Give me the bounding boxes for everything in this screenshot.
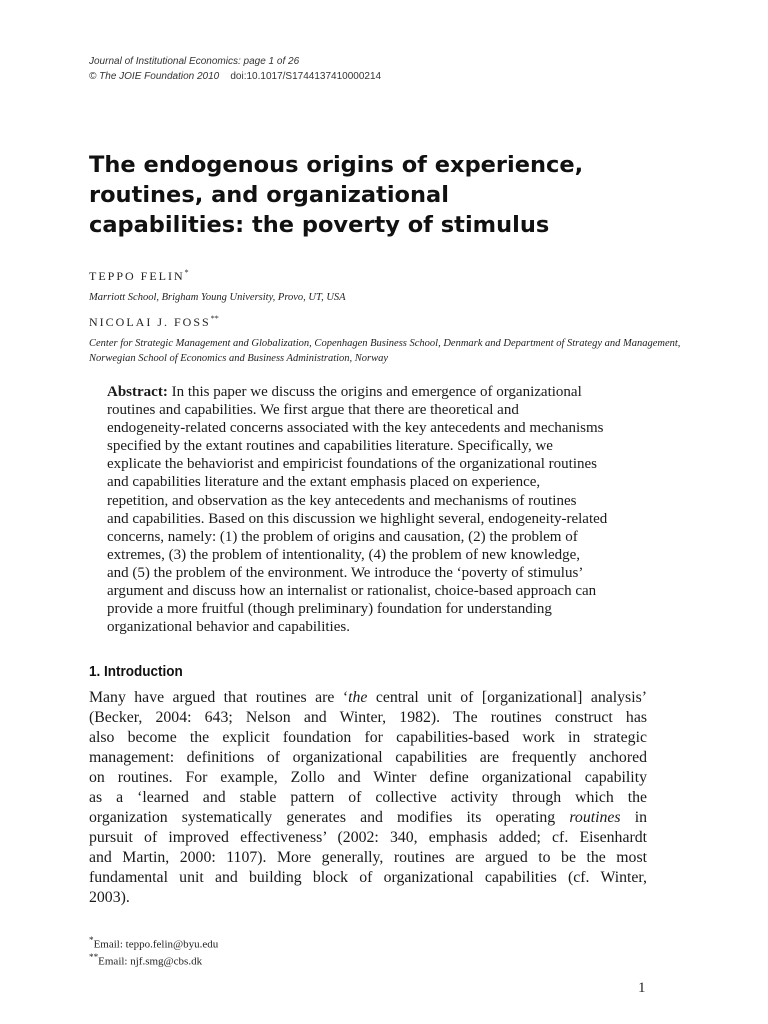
body-paragraph <box>89 688 647 908</box>
paper-title <box>89 150 649 240</box>
copyright-text: © The JOIE Foundation 2010 <box>89 71 220 82</box>
body-line: fundamental unit and building block of organizational capabilities (cf. Winter, <box>89 869 647 886</box>
abstract-line: and (5) the problem of the environment. We introduce the ‘poverty of stimulus’ <box>107 564 584 581</box>
body-line: pursuit of improved effectiveness’ (2002: 340, emphasis added; cf. Eisenhardt <box>89 829 647 846</box>
footnote <box>89 935 218 951</box>
section-heading: 1. Introduction <box>89 663 183 680</box>
doi-text: doi:10.1017/S1744137410000214 <box>230 71 382 82</box>
abstract-line: repetition, and observation as the key antecedents and mechanisms of routines <box>107 492 577 509</box>
author-name-text: NICOLAI J. FOSS <box>89 315 211 329</box>
page-number: 1 <box>638 980 646 996</box>
abstract-line: and capabilities literature and the extant emphasis placed on experience, <box>107 474 541 491</box>
footnote <box>89 952 202 968</box>
abstract-line <box>107 383 667 401</box>
body-line: also become the explicit foundation for capabilities-based work in strategic <box>89 729 647 746</box>
author-affiliation: Marriott School, Brigham Young University, Provo, UT, USA <box>89 292 346 303</box>
body-emphasis: routines <box>569 809 621 826</box>
author-name <box>89 314 219 330</box>
body-line: management: definitions of organizational capabilities are frequently anchored <box>89 749 647 766</box>
title-line: The endogenous origins of experience, <box>89 152 584 178</box>
footnote-email: Email: teppo.felin@byu.edu <box>93 938 219 951</box>
body-line: as a ‘learned and stable pattern of collective activity through which the <box>89 789 647 806</box>
abstract-line: routines and capabilities. We first argue that there are theoretical and <box>107 402 519 419</box>
body-line: on routines. For example, Zollo and Winter define organizational capability <box>89 769 647 786</box>
body-line: and Martin, 2000: 1107). More generally, routines are argued to be the most <box>89 849 647 866</box>
journal-citation: Journal of Institutional Economics: page 1 of 26 <box>89 56 300 67</box>
footnote-mark: * <box>89 935 94 945</box>
abstract-line: extremes, (3) the problem of intentionality, (4) the problem of new knowledge, <box>107 546 581 563</box>
body-text: organization systematically generates and modifies its operating <box>89 809 570 826</box>
footnote-mark: ** <box>89 952 99 962</box>
title-line: routines, and organizational <box>89 182 449 208</box>
author-affiliation: Center for Strategic Management and Globalization, Copenhagen Business School, Denmark and Department of Strategy and Management, Norwegian School of Economics and Business Administration, Norway <box>89 338 681 364</box>
abstract-line: and capabilities. Based on this discussion we highlight several, endogeneity-related <box>107 510 608 527</box>
abstract-line: organizational behavior and capabilities. <box>107 619 350 636</box>
author-name-text: TEPPO FELIN <box>89 269 185 283</box>
body-line: 2003). <box>89 889 130 906</box>
author-mark: * <box>184 268 189 277</box>
footnote-email: Email: njf.smg@cbs.dk <box>98 955 203 968</box>
body-line <box>89 688 647 708</box>
author-name <box>89 268 189 284</box>
abstract-label: Abstract: <box>107 384 168 400</box>
body-text: central unit of [organizational] analysis’ <box>367 689 647 706</box>
abstract-line: provide a more fruitful (though preliminary) foundation for understanding <box>107 601 552 618</box>
author-mark: ** <box>210 314 219 323</box>
title-line: capabilities: the poverty of stimulus <box>89 212 550 238</box>
body-line: (Becker, 2004: 643; Nelson and Winter, 1982). The routines construct has <box>89 709 647 726</box>
abstract-line: argument and discuss how an internalist or rationalist, choice-based approach can <box>107 583 597 600</box>
abstract-text: In this paper we discuss the origins and emergence of organizational <box>167 384 582 400</box>
body-text: in <box>620 809 647 826</box>
body-emphasis: the <box>348 689 368 706</box>
abstract-line: specified by the extant routines and capabilities literature. Specifically, we <box>107 438 553 455</box>
abstract-line: explicate the behaviorist and empiricist foundations of the organizational routines <box>107 456 597 473</box>
copyright-line <box>89 71 381 82</box>
body-line <box>89 808 647 828</box>
abstract <box>107 383 667 636</box>
body-text: Many have argued that routines are ‘ <box>89 689 349 706</box>
abstract-line: endogeneity-related concerns associated with the key antecedents and mechanisms <box>107 420 604 437</box>
abstract-line: concerns, namely: (1) the problem of origins and causation, (2) the problem of <box>107 528 578 545</box>
